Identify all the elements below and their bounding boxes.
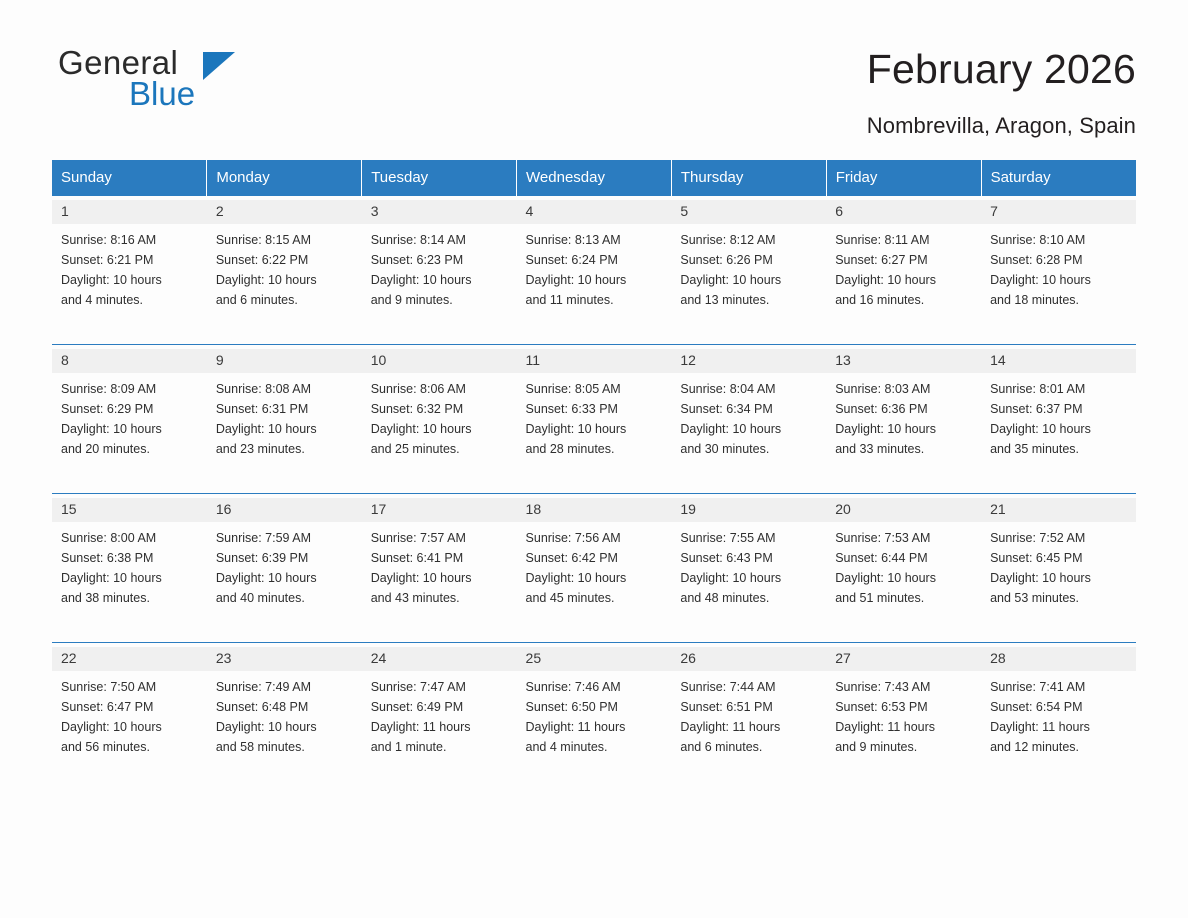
sunset-text: Sunset: 6:24 PM: [525, 253, 618, 268]
sunset-text: Sunset: 6:53 PM: [835, 700, 928, 715]
daylight-text-line2: and 53 minutes.: [990, 591, 1080, 606]
sunrise-text: Sunrise: 8:16 AM: [61, 233, 157, 248]
day-number: 21: [981, 498, 1136, 522]
calendar-week-row: [52, 643, 1136, 792]
daylight-text-line1: Daylight: 10 hours: [525, 571, 627, 586]
day-number: 24: [362, 647, 517, 671]
sunrise-text: Sunrise: 8:04 AM: [680, 382, 776, 397]
daylight-text-line1: Daylight: 10 hours: [835, 273, 936, 288]
day-details: [216, 373, 354, 459]
daylight-text-line1: Daylight: 10 hours: [61, 422, 162, 437]
daylight-text-line2: and 51 minutes.: [835, 591, 925, 606]
day-number: 25: [517, 647, 672, 671]
sunset-text: Sunset: 6:36 PM: [835, 402, 928, 417]
day-number: 9: [207, 349, 362, 373]
sunrise-text: Sunrise: 7:44 AM: [680, 680, 776, 695]
sunset-text: Sunset: 6:28 PM: [990, 253, 1083, 268]
daylight-text-line2: and 12 minutes.: [990, 740, 1080, 755]
day-details: [216, 671, 354, 757]
daylight-text-line2: and 43 minutes.: [370, 591, 460, 606]
day-number: 28: [981, 647, 1136, 671]
daylight-text-line2: and 11 minutes.: [525, 293, 614, 308]
daylight-text-line1: Daylight: 10 hours: [61, 571, 162, 586]
title-block: [867, 46, 1136, 139]
day-number: 22: [52, 647, 207, 671]
logo-word-general: General: [58, 44, 179, 81]
calendar-day-cell: [207, 345, 362, 494]
daylight-text-line1: Daylight: 10 hours: [990, 273, 1091, 288]
calendar-day-cell: [52, 196, 207, 345]
day-details: [371, 522, 509, 608]
day-details: [371, 224, 509, 310]
daylight-text-line1: Daylight: 10 hours: [215, 571, 317, 586]
logo-word-blue: Blue: [129, 75, 196, 112]
daylight-text-line2: and 9 minutes.: [370, 293, 453, 308]
sunrise-text: Sunrise: 8:08 AM: [215, 382, 312, 397]
daylight-text-line1: Daylight: 10 hours: [215, 720, 317, 735]
daylight-text-line1: Daylight: 10 hours: [990, 422, 1091, 437]
sunset-text: Sunset: 6:37 PM: [990, 402, 1083, 417]
daylight-text-line1: Daylight: 10 hours: [835, 571, 936, 586]
calendar-day-cell: [207, 494, 362, 643]
calendar-day-cell: [517, 643, 672, 792]
sunrise-text: Sunrise: 7:41 AM: [990, 680, 1086, 695]
sunrise-text: Sunrise: 8:12 AM: [680, 233, 776, 248]
daylight-text-line1: Daylight: 10 hours: [525, 422, 627, 437]
weekday-header-thursday: Thursday: [671, 160, 826, 196]
general-blue-logo: [52, 46, 252, 112]
day-details: [61, 522, 199, 608]
calendar-day-cell: [362, 494, 517, 643]
daylight-text-line2: and 1 minute.: [370, 740, 447, 755]
sunset-text: Sunset: 6:22 PM: [215, 253, 309, 268]
day-details: [371, 373, 509, 459]
weekday-header-monday: Monday: [207, 160, 362, 196]
sunrise-sunset-calendar: [52, 160, 1136, 791]
daylight-text-line2: and 23 minutes.: [215, 442, 305, 457]
calendar-day-cell: [362, 643, 517, 792]
sunset-text: Sunset: 6:51 PM: [680, 700, 773, 715]
day-details: [680, 373, 818, 459]
calendar-day-cell: [826, 643, 981, 792]
day-details: [526, 373, 664, 459]
sunset-text: Sunset: 6:42 PM: [525, 551, 618, 566]
calendar-day-cell: [671, 196, 826, 345]
day-details: [61, 671, 199, 757]
daylight-text-line2: and 25 minutes.: [370, 442, 460, 457]
calendar-day-cell: [362, 196, 517, 345]
sunset-text: Sunset: 6:39 PM: [215, 551, 309, 566]
day-details: [835, 373, 973, 459]
daylight-text-line2: and 4 minutes.: [525, 740, 608, 755]
sunrise-text: Sunrise: 8:00 AM: [61, 531, 157, 546]
day-details: [990, 373, 1128, 459]
daylight-text-line2: and 18 minutes.: [990, 293, 1080, 308]
calendar-day-cell: [826, 196, 981, 345]
calendar-day-cell: [826, 345, 981, 494]
sunrise-text: Sunrise: 8:11 AM: [835, 233, 930, 248]
daylight-text-line1: Daylight: 10 hours: [680, 422, 782, 437]
daylight-text-line1: Daylight: 11 hours: [525, 720, 626, 735]
weekday-header-sunday: Sunday: [52, 160, 207, 196]
day-details: [371, 671, 509, 757]
day-number: 20: [826, 498, 981, 522]
daylight-text-line2: and 56 minutes.: [61, 740, 150, 755]
daylight-text-line2: and 58 minutes.: [215, 740, 305, 755]
sunset-text: Sunset: 6:54 PM: [990, 700, 1083, 715]
day-number: 6: [826, 200, 981, 224]
sunset-text: Sunset: 6:45 PM: [990, 551, 1083, 566]
daylight-text-line2: and 6 minutes.: [215, 293, 298, 308]
day-details: [680, 224, 818, 310]
sunset-text: Sunset: 6:31 PM: [215, 402, 309, 417]
day-number: 3: [362, 200, 517, 224]
day-details: [526, 224, 664, 310]
day-details: [526, 522, 664, 608]
day-number: 15: [52, 498, 207, 522]
day-number: 19: [671, 498, 826, 522]
sunrise-text: Sunrise: 8:01 AM: [990, 382, 1086, 397]
sunset-text: Sunset: 6:26 PM: [680, 253, 773, 268]
day-number: 13: [826, 349, 981, 373]
calendar-day-cell: [517, 494, 672, 643]
daylight-text-line1: Daylight: 10 hours: [370, 422, 472, 437]
weekday-header-row: [52, 160, 1136, 196]
daylight-text-line2: and 9 minutes.: [835, 740, 918, 755]
sunrise-text: Sunrise: 7:50 AM: [61, 680, 157, 695]
daylight-text-line1: Daylight: 10 hours: [680, 571, 782, 586]
daylight-text-line2: and 35 minutes.: [990, 442, 1080, 457]
calendar-week-row: [52, 345, 1136, 494]
sunrise-text: Sunrise: 8:15 AM: [215, 233, 312, 248]
day-details: [680, 671, 818, 757]
sunrise-text: Sunrise: 7:57 AM: [370, 531, 466, 546]
daylight-text-line2: and 48 minutes.: [680, 591, 770, 606]
day-number: 18: [517, 498, 672, 522]
daylight-text-line2: and 28 minutes.: [525, 442, 615, 457]
daylight-text-line1: Daylight: 10 hours: [215, 273, 317, 288]
day-number: 12: [671, 349, 826, 373]
sunset-text: Sunset: 6:41 PM: [370, 551, 464, 566]
daylight-text-line1: Daylight: 11 hours: [835, 720, 936, 735]
sunrise-text: Sunrise: 8:03 AM: [835, 382, 931, 397]
sunset-text: Sunset: 6:47 PM: [61, 700, 154, 715]
sunrise-text: Sunrise: 8:05 AM: [525, 382, 621, 397]
sunrise-text: Sunrise: 7:43 AM: [835, 680, 931, 695]
day-details: [216, 522, 354, 608]
day-number: 8: [52, 349, 207, 373]
calendar-day-cell: [981, 345, 1136, 494]
weekday-header-wednesday: Wednesday: [517, 160, 672, 196]
sunrise-text: Sunrise: 7:56 AM: [525, 531, 621, 546]
daylight-text-line1: Daylight: 10 hours: [370, 273, 472, 288]
calendar-day-cell: [671, 494, 826, 643]
day-details: [990, 224, 1128, 310]
sunset-text: Sunset: 6:33 PM: [525, 402, 618, 417]
day-details: [61, 373, 199, 459]
sunrise-text: Sunrise: 7:52 AM: [990, 531, 1086, 546]
calendar-day-cell: [207, 643, 362, 792]
daylight-text-line2: and 13 minutes.: [680, 293, 770, 308]
daylight-text-line1: Daylight: 10 hours: [990, 571, 1091, 586]
calendar-day-cell: [981, 196, 1136, 345]
calendar-day-cell: [52, 345, 207, 494]
sunset-text: Sunset: 6:43 PM: [680, 551, 773, 566]
day-number: 17: [362, 498, 517, 522]
day-details: [835, 671, 973, 757]
daylight-text-line1: Daylight: 10 hours: [835, 422, 936, 437]
calendar-day-cell: [671, 643, 826, 792]
daylight-text-line2: and 16 minutes.: [835, 293, 925, 308]
day-number: 1: [52, 200, 207, 224]
day-details: [680, 522, 818, 608]
daylight-text-line1: Daylight: 10 hours: [680, 273, 782, 288]
day-number: 26: [671, 647, 826, 671]
weekday-header-tuesday: Tuesday: [362, 160, 517, 196]
sunrise-text: Sunrise: 7:59 AM: [215, 531, 312, 546]
day-details: [216, 224, 354, 310]
sunset-text: Sunset: 6:34 PM: [680, 402, 773, 417]
sunset-text: Sunset: 6:49 PM: [370, 700, 464, 715]
weekday-header-friday: Friday: [826, 160, 981, 196]
daylight-text-line1: Daylight: 11 hours: [370, 720, 471, 735]
daylight-text-line2: and 30 minutes.: [680, 442, 770, 457]
day-number: 11: [517, 349, 672, 373]
calendar-day-cell: [517, 345, 672, 494]
page-header: [52, 0, 1136, 139]
daylight-text-line1: Daylight: 11 hours: [990, 720, 1090, 735]
calendar-day-cell: [981, 643, 1136, 792]
calendar-day-cell: [207, 196, 362, 345]
day-details: [526, 671, 664, 757]
calendar-week-row: [52, 196, 1136, 345]
day-number: 4: [517, 200, 672, 224]
day-number: 5: [671, 200, 826, 224]
sunrise-text: Sunrise: 8:14 AM: [370, 233, 466, 248]
triangle-icon: [203, 52, 235, 80]
day-details: [990, 522, 1128, 608]
calendar-day-cell: [826, 494, 981, 643]
sunset-text: Sunset: 6:48 PM: [215, 700, 309, 715]
day-details: [835, 522, 973, 608]
sunrise-text: Sunrise: 7:53 AM: [835, 531, 931, 546]
sunrise-text: Sunrise: 8:13 AM: [525, 233, 621, 248]
calendar-day-cell: [362, 345, 517, 494]
daylight-text-line1: Daylight: 10 hours: [61, 720, 162, 735]
calendar-day-cell: [52, 643, 207, 792]
calendar-day-cell: [52, 494, 207, 643]
day-number: 23: [207, 647, 362, 671]
sunset-text: Sunset: 6:21 PM: [61, 253, 154, 268]
daylight-text-line2: and 40 minutes.: [215, 591, 305, 606]
daylight-text-line2: and 38 minutes.: [61, 591, 150, 606]
calendar-week-row: [52, 494, 1136, 643]
daylight-text-line1: Daylight: 10 hours: [61, 273, 162, 288]
sunrise-text: Sunrise: 7:55 AM: [680, 531, 776, 546]
daylight-text-line2: and 6 minutes.: [680, 740, 763, 755]
sunset-text: Sunset: 6:29 PM: [61, 402, 154, 417]
sunset-text: Sunset: 6:27 PM: [835, 253, 928, 268]
sunset-text: Sunset: 6:38 PM: [61, 551, 154, 566]
page-title: February 2026: [866, 46, 1136, 92]
calendar-day-cell: [671, 345, 826, 494]
day-number: 10: [362, 349, 517, 373]
daylight-text-line1: Daylight: 10 hours: [215, 422, 317, 437]
daylight-text-line1: Daylight: 10 hours: [370, 571, 472, 586]
calendar-day-cell: [517, 196, 672, 345]
location-subtitle: Nombrevilla, Aragon, Spain: [866, 113, 1136, 139]
daylight-text-line2: and 20 minutes.: [61, 442, 150, 457]
sunrise-text: Sunrise: 8:06 AM: [370, 382, 466, 397]
sunrise-text: Sunrise: 8:10 AM: [990, 233, 1086, 248]
sunset-text: Sunset: 6:23 PM: [370, 253, 464, 268]
sunset-text: Sunset: 6:32 PM: [370, 402, 464, 417]
day-details: [61, 224, 199, 310]
weekday-header-saturday: Saturday: [981, 160, 1136, 196]
day-details: [990, 671, 1128, 757]
day-number: 27: [826, 647, 981, 671]
calendar-day-cell: [981, 494, 1136, 643]
sunrise-text: Sunrise: 8:09 AM: [61, 382, 157, 397]
daylight-text-line1: Daylight: 10 hours: [525, 273, 627, 288]
sunrise-text: Sunrise: 7:49 AM: [215, 680, 312, 695]
daylight-text-line2: and 45 minutes.: [525, 591, 615, 606]
sunrise-text: Sunrise: 7:46 AM: [525, 680, 621, 695]
daylight-text-line1: Daylight: 11 hours: [680, 720, 781, 735]
sunset-text: Sunset: 6:50 PM: [525, 700, 618, 715]
day-number: 16: [207, 498, 362, 522]
day-number: 7: [981, 200, 1136, 224]
daylight-text-line2: and 33 minutes.: [835, 442, 925, 457]
sunset-text: Sunset: 6:44 PM: [835, 551, 928, 566]
day-details: [835, 224, 973, 310]
day-number: 2: [207, 200, 362, 224]
daylight-text-line2: and 4 minutes.: [61, 293, 143, 308]
day-number: 14: [981, 349, 1136, 373]
sunrise-text: Sunrise: 7:47 AM: [370, 680, 466, 695]
